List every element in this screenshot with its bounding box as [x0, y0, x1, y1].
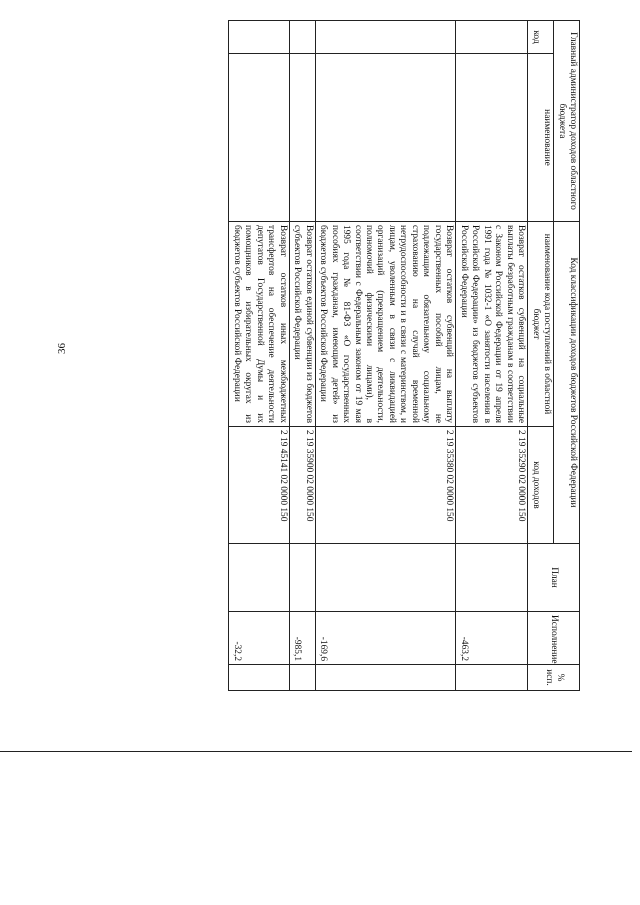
header-admin: Главный администратор доходов областного бюджета — [554, 21, 580, 222]
income-code-cell: 2 19 35380 02 0000 150 — [315, 427, 456, 544]
admin-code-cell — [456, 21, 528, 54]
percent-cell — [315, 665, 456, 691]
header-income-name: наименование кода поступлений в областной бюджет — [528, 222, 554, 427]
admin-name-cell — [315, 54, 456, 222]
header-name: наименование — [528, 54, 554, 222]
income-name-cell: Возврат остатков иных межбюджетных трансфертов на обеспечение деятельности депутатов Государственной Думы и их помощников в избирательных округах из бюджетов субъектов Российской Федерации — [229, 222, 289, 427]
plan-cell — [315, 544, 456, 612]
percent-cell — [289, 665, 315, 691]
table-row — [289, 21, 315, 691]
header-percent: % исп. — [528, 665, 580, 691]
page-number: 36 — [56, 343, 68, 354]
header-income-code: код доходов — [528, 427, 554, 544]
income-name-cell: Возврат остатков единой субвенции из бюджетов субъектов Российской Федерации — [289, 222, 315, 427]
header-classification: Код классификации доходов бюджетов Российской Федерации — [554, 222, 580, 544]
income-code-cell: 2 19 35900 02 0000 150 — [289, 427, 315, 544]
income-name-cell: Возврат остатков субвенций на выплату государственных пособий лицам, не подлежащим обязательному социальному страхованию на случай временной нетрудоспособности и в связи с материнством, и лицам, уволенным в связи с ликвидацией организаций (прекращением деятельности, полномочий физическими лицами), в соответствии с Федеральным законом от 19 мая 1995 года № 81-ФЗ «О государственных пособиях гражданам, имеющим детей» из бюджетов субъектов Российской Федерации — [315, 222, 456, 427]
plan-cell — [289, 544, 315, 612]
admin-code-cell — [315, 21, 456, 54]
table-header-row — [554, 21, 580, 691]
table-row — [456, 21, 528, 691]
plan-cell — [229, 544, 289, 612]
execution-cell: -32,2 — [229, 612, 289, 665]
income-table — [228, 20, 580, 691]
divider-line — [0, 751, 632, 752]
execution-cell: -169,6 — [315, 612, 456, 665]
percent-cell — [229, 665, 289, 691]
income-code-cell: 2 19 35290 02 0000 150 — [456, 427, 528, 544]
plan-cell — [456, 544, 528, 612]
admin-code-cell — [229, 21, 289, 54]
admin-name-cell — [289, 54, 315, 222]
header-execution: Исполнение — [528, 612, 580, 665]
percent-cell — [456, 665, 528, 691]
header-code: код — [528, 21, 554, 54]
header-plan: План — [528, 544, 580, 612]
income-name-cell: Возврат остатков субвенций на социальные выплаты безработным гражданам в соответствии с Законом Российской Федерации от 19 апреля 1991 года № 1032-1 «О занятости населения в Российской Федерации» из бюджетов субъектов Российской Федерации — [456, 222, 528, 427]
admin-code-cell — [289, 21, 315, 54]
execution-cell: -463,2 — [456, 612, 528, 665]
rotated-page-content — [95, 20, 580, 690]
income-code-cell: 2 19 45141 02 0000 150 — [229, 427, 289, 544]
admin-name-cell — [229, 54, 289, 222]
admin-name-cell — [456, 54, 528, 222]
table-row — [229, 21, 289, 691]
table-row — [315, 21, 456, 691]
execution-cell: -985,1 — [289, 612, 315, 665]
